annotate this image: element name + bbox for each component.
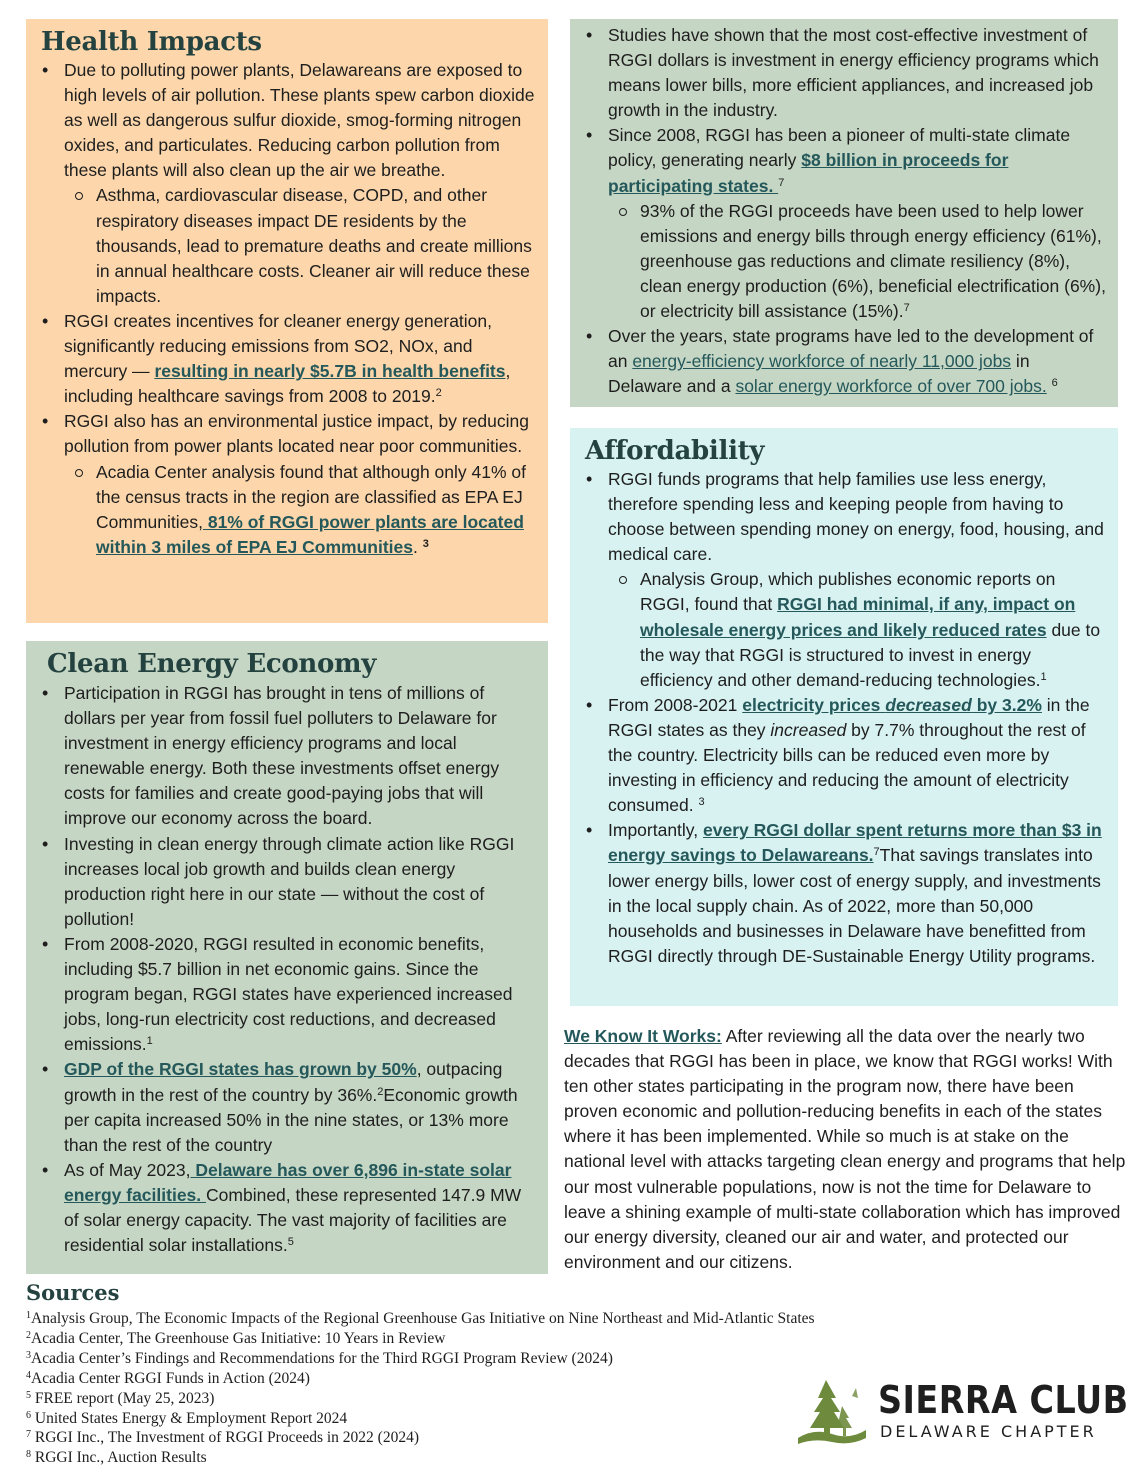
footnote-ref: 3 [422,537,429,550]
clean-bullet-4-end: Economic growth per capita increased 50% in the nine states, or 13% more than the rest of the country [64,1084,518,1155]
afford-bullet-3-text: Importantly, [608,820,703,841]
clean-bullet-5-end: Combined, these represented 147.9 MW of solar energy capacity. The vast majority of facilities are residential solar installations. [64,1184,522,1256]
health-bullet-2-end: , including healthcare savings from 2008 to 2019. [64,361,511,407]
rggi-bullet-2-sub: 93% of the RGGI proceeds have been used to help lower emissions and energy bills through energy efficiency (61%), greenhouse gas reductions and climate resiliency (8%), clean energy production (6%), beneficial electrification (6%), or electricity bill assistance (15%). [640,200,1106,322]
source-text: United States Energy & Employment Report 2024 [31,1409,348,1427]
source-item [26,1448,786,1468]
list-item [576,123,1106,324]
proceeds-link[interactable]: $8 billion in proceeds for participating states. [608,150,1009,196]
footnote-ref: 1 [1040,670,1047,683]
logo-chapter: DELAWARE CHAPTER [880,1422,1097,1441]
tree-emblem-icon [796,1376,868,1448]
clean-bullet-3: From 2008-2020, RGGI resulted in economic benefits, including $5.7 billion in net economic gains. Since the program began, RGGI states have experienced increased jobs, long-run electricity cost reductions, and decreased emissions. [64,933,513,1055]
clean-energy-title: Clean Energy Economy [47,649,377,679]
we-know-it-works-link[interactable]: We Know It Works: [564,1026,722,1046]
source-text: Analysis Group, The Economic Impacts of the Regional Greenhouse Gas Initiative on Nine Northeast and Mid-Atlantic States [31,1310,815,1327]
list-item [576,818,1106,969]
rggi-bullet-2-text: Since 2008, RGGI has been a pioneer of multi-state climate policy, generating nearly [608,125,1071,171]
source-item [26,1349,786,1369]
footnote-ref: 2 [435,387,442,400]
clean-bullet-1: Participation in RGGI has brought in tens of millions of dollars per year from fossil fuel polluters to Delaware for investment in energy efficiency programs and local renewable energy. Both these investments offset energy costs for families and create good-paying jobs that will improve our economy across the board. [64,683,500,829]
efficiency-workforce-link[interactable]: energy-efficiency workforce of nearly 11,000 jobs [632,351,1012,372]
works-text: After reviewing all the data over the nearly two decades that RGGI has been in place, we know that RGGI works! With ten other states participating in the program now, there have been proven economic and pollution-reducing benefits in each of the states where it has been implemented. While so much is at stake on the national level with attacks targeting clean energy and programs that help our most vulnerable populations, now is not the time for Delaware to leave a shining example of multi-state collaboration which has improved our energy diversity, cleaned our air and water, and protected our environment and our citizens. [564,1026,1126,1272]
clean-bullet-4-text: , outpacing growth in the rest of the country by 36%. [64,1059,503,1105]
health-impacts-section [26,19,548,623]
afford-bullet-3-end: That savings translates into lower energy bills, lower cost of energy supply, and investments in the local supply chain. As of 2022, more than 50,000 households and businesses in Delaware have benefitted from RGGI directly through DE-Sustainable Energy Utility programs. [608,845,1101,966]
list-item [608,567,1106,692]
list-item [32,1057,538,1157]
list-item [608,199,1106,324]
clean-bullet-5-text: As of May 2023, [64,1159,191,1180]
source-item [26,1369,786,1389]
source-number: 2 [26,1329,31,1341]
link-text-italic: decreased [885,694,972,715]
sierra-club-logo [796,1376,1129,1448]
list-item [576,467,1106,693]
afford-bullet-2-em: increased [770,719,847,740]
health-bullet-1: Due to polluting power plants, Delawareans are exposed to high levels of air pollution. These plants spew carbon dioxide as well as dangerous sulfur dioxide, smog-forming nitrogen oxides, and particulates. Reducing carbon pollution from these plants will also clean up the air we breathe. [64,60,535,181]
footnote-ref: 7 [778,176,785,189]
source-number: 6 [26,1409,31,1421]
sources-title: Sources [26,1280,120,1305]
source-item [26,1389,786,1409]
source-text: FREE report (May 25, 2023) [31,1389,215,1407]
solar-facilities-link[interactable]: Delaware has over 6,896 in-state solar energy facilities. [64,1159,512,1205]
ej-communities-link[interactable]: 81% of RGGI power plants are located within 3 miles of EPA EJ Communities [96,511,524,557]
electricity-prices-link[interactable] [742,695,1042,715]
list-item [64,183,538,308]
afford-bullet-2-text: From 2008-2021 [608,694,743,715]
we-know-it-works-paragraph [564,1024,1132,1275]
health-benefits-link[interactable]: resulting in nearly $5.7B in health benefits [154,361,506,382]
source-number: 5 [26,1389,31,1401]
afford-bullet-2-end: by 7.7% throughout the rest of the country. Electricity bills can be reduced even more by investing in efficiency and reducing the amount of electricity consumed. [608,719,1086,816]
source-text: Acadia Center’s Findings and Recommendations for the Third RGGI Program Review (2024) [31,1349,613,1367]
clean-bullet-2: Investing in clean energy through climate action like RGGI increases local job growth and builds clean energy production right here in our state — without the cost of pollution! [64,833,515,929]
rggi-investment-section [570,19,1118,407]
sources-section [26,1280,815,1468]
footnote-ref: 6 [1051,377,1058,390]
footnote-ref: 7 [903,302,910,315]
gdp-growth-link[interactable]: GDP of the RGGI states has grown by 50% [64,1059,417,1080]
footnote-ref: 1 [146,1035,153,1048]
affordability-title: Affordability [585,436,765,466]
afford-bullet-1-sub-end: due to the way that RGGI is structured to invest in energy efficiency and other demand-reducing technologies. [640,619,1101,690]
health-bullet-2-text: RGGI creates incentives for cleaner energy generation, significantly reducing emissions from SO2, NOx, and mercury — [64,310,492,382]
source-text: RGGI Inc., Auction Results [31,1449,207,1467]
health-bullet-3-sub: Acadia Center analysis found that although only 41% of the census tracts in the region are classified as EPA EJ Communities, [96,461,527,532]
rggi-bullet-1: Studies have shown that the most cost-effective investment of RGGI dollars is investment in energy efficiency programs which means lower bills, more efficient appliances, and increased job growth in the industry. [608,25,1099,121]
source-item [26,1428,786,1448]
clean-energy-economy-section [26,641,548,1274]
list-item [576,693,1106,818]
list-item [32,681,538,832]
source-number: 4 [26,1369,31,1381]
footnote-ref: 2 [377,1085,384,1098]
rggi-bullet-3-mid: in Delaware and a [608,351,1030,397]
list-item [32,58,538,309]
affordability-section [570,428,1118,1006]
source-text: RGGI Inc., The Investment of RGGI Proceeds in 2022 (2024) [31,1429,419,1447]
footnote-ref: 3 [698,796,705,809]
afford-bullet-2-mid: in the RGGI states as they [608,694,1090,740]
source-number: 3 [26,1349,31,1361]
source-number: 7 [26,1429,31,1441]
list-item [32,932,538,1057]
health-bullet-1-sub: Asthma, cardiovascular disease, COPD, and other respiratory diseases impact DE residents by the thousands, lead to premature deaths and create millions in annual healthcare costs. Cleaner air will reduce these impacts. [96,185,532,306]
source-item [26,1329,786,1349]
afford-bullet-1-sub: Analysis Group, which publishes economic reports on RGGI, found that [640,569,1056,615]
rggi-bullet-3-text: Over the years, state programs have led to the development of an [608,326,1094,372]
footnote-ref: 7 [873,846,880,859]
footnote-ref: 5 [287,1236,294,1249]
list-item [32,409,538,560]
source-text: Acadia Center, The Greenhouse Gas Initiative: 10 Years in Review [31,1329,446,1347]
link-text: electricity prices [742,694,886,715]
health-impacts-title: Health Impacts [41,27,262,57]
logo-wordmark: SIERRA CLUB [878,1378,1129,1422]
source-number: 1 [26,1310,31,1321]
afford-bullet-1: RGGI funds programs that help families use less energy, therefore spending less and keeping people from having to choose between spending money on energy, food, housing, and medical care. [608,469,1104,565]
list-item [32,309,538,409]
link-text: by 3.2% [971,694,1042,715]
list-item [32,1158,538,1258]
health-bullet-3: RGGI also has an environmental justice impact, by reducing pollution from power plants located near poor communities. [64,411,529,457]
list-item [32,832,538,932]
source-text: Acadia Center RGGI Funds in Action (2024) [31,1369,310,1387]
energy-savings-link[interactable]: every RGGI dollar spent returns more than $3 in energy savings to Delawareans. [608,820,1102,866]
source-number: 8 [26,1449,31,1461]
wholesale-prices-link[interactable]: RGGI had minimal, if any, impact on wholesale energy prices and likely reduced rates [640,594,1076,640]
list-item [576,23,1106,123]
source-item [26,1409,786,1429]
source-item [26,1309,815,1329]
health-bullet-3-sub-end: . [413,536,418,557]
solar-workforce-link[interactable]: solar energy workforce of over 700 jobs. [735,376,1047,397]
list-item [64,460,538,560]
list-item [576,324,1106,399]
